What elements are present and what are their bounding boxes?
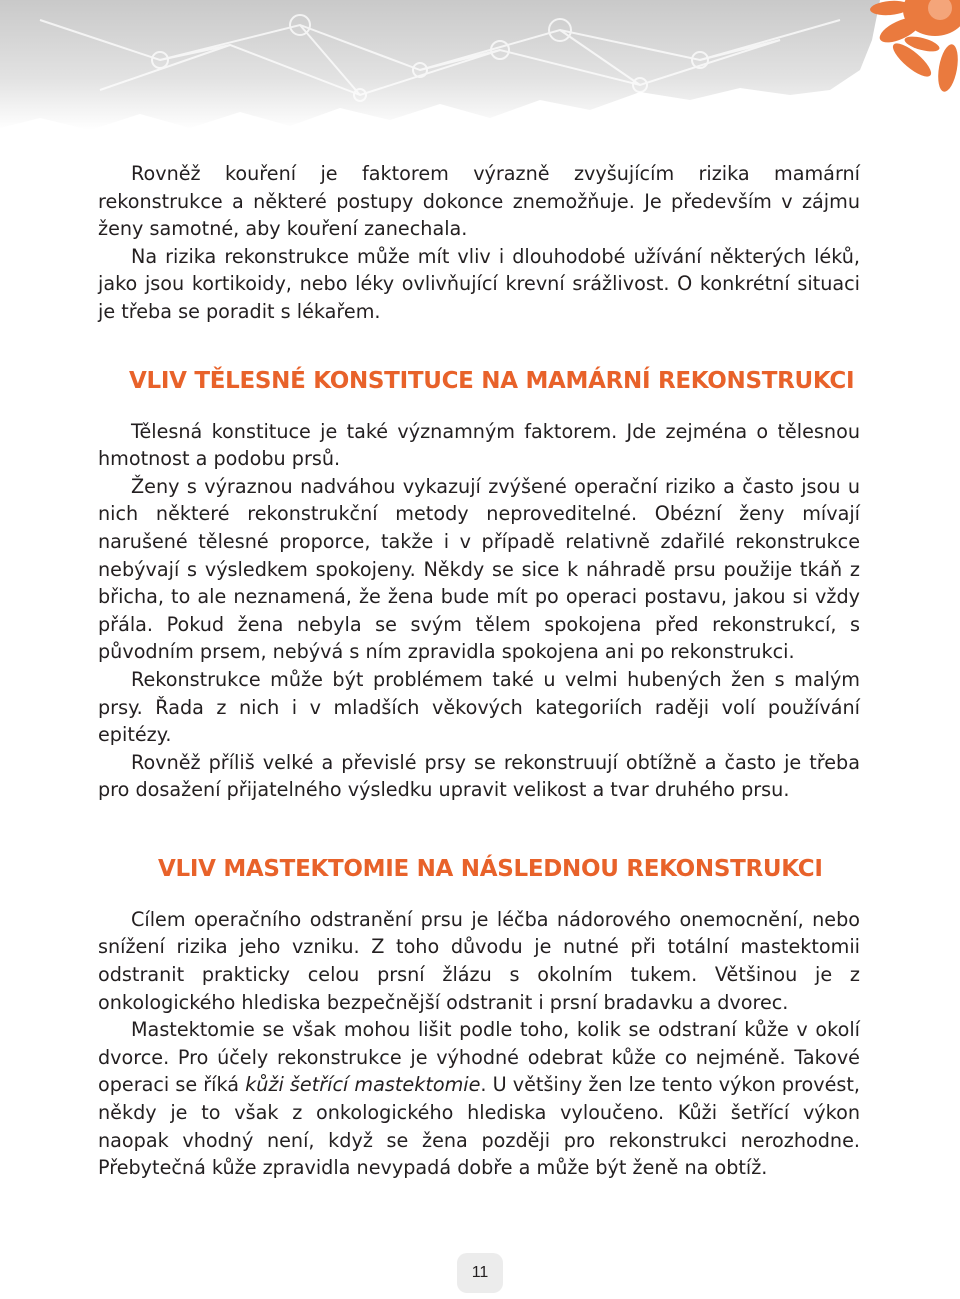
header-decoration	[0, 0, 960, 150]
paragraph-mastectomy-goal: Cílem operačního odstranění prsu je léčba nádorového onemocnění, nebo snížení rizika jeho vzniku. Z toho důvodu je nutné při totální mastektomii odstranit prakticky celou prsní žlázu s okolním tukem. Většinou je z onkologického hlediska bezpečnější odstranit i prsní bradavku a dvorec.	[98, 907, 860, 1014]
skin-sparing-text-1: Mastektomie se však mohou lišit podle toho, kolik se odstraní kůže v okolí dvorce. Pro účely rekonstrukce je výhodné odebrat kůže co nejméně. Takové operaci se říká	[98, 1018, 860, 1097]
paragraph-overweight: Ženy s výraznou nadváhou vykazují zvýšené operační riziko a často jsou u nich některé rekonstrukční metody neproveditelné. Obézní ženy mívají narušené tělesné proporce, takže i v případě relativně zdařilé rekonstrukce nebývají s výsledkem spokojeny. Někdy se sice k náhradě prsu použije tkáň z břicha, to ale neznamená, že žena bude mít po operaci postavu, jakou si vždy přála. Pokud žena nebyla se svým tělem spokojena před rekonstrukcí, s původním prsem, nebývá s ním zpravidla spokojena ani po rekonstrukci.	[98, 474, 860, 664]
heading-mastectomy: VLIV MASTEKTOMIE NA NÁSLEDNOU REKONSTRUKCI	[158, 855, 823, 882]
paragraph-smoking: Rovněž kouření je faktorem výrazně zvyšujícím rizika mamární rekonstrukce a některé postupy dokonce znemožňuje. Je především v zájmu ženy samotné, aby kouření zanechala.	[98, 162, 860, 241]
skin-sparing-term: kůži šetřící mastektomie	[245, 1073, 481, 1097]
paragraph-skin-sparing	[98, 1016, 860, 1182]
page-number: 11	[457, 1253, 503, 1293]
heading-body-constitution: VLIV TĚLESNÉ KONSTITUCE NA MAMÁRNÍ REKONSTRUKCI	[129, 367, 855, 394]
paragraph-large-breasts: Rovněž příliš velké a převislé prsy se rekonstruují obtížně a často je třeba pro dosažení přijatelného výsledku upravit velikost a tvar druhého prsu.	[98, 750, 860, 802]
paragraph-constitution: Tělesná konstituce je také významným faktorem. Jde zejména o tělesnou hmotnost a podobu prsů.	[98, 419, 860, 471]
page-content	[98, 160, 860, 1182]
paragraph-thin: Rekonstrukce může být problémem také u velmi hubených žen s malým prsy. Řada z nich i v mladších věkových kategoriích raději volí používání epitézy.	[98, 667, 860, 747]
skin-sparing-text-2: . U většiny žen lze tento výkon provést, někdy je to však z onkologického hlediska vyloučeno. Kůži šetřící výkon naopak vhodný není, když se žena později pro rekonstrukci nerozhodne. Přebytečná kůže zpravidla nevypadá dobře a může být ženě na obtíž.	[98, 1073, 860, 1180]
paragraph-medication: Na rizika rekonstrukce může mít vliv i dlouhodobé užívání některých léků, jako jsou kortikoidy, nebo léky ovlivňující krevní srážlivost. O konkrétní situaci je třeba se poradit s lékařem.	[98, 244, 860, 323]
